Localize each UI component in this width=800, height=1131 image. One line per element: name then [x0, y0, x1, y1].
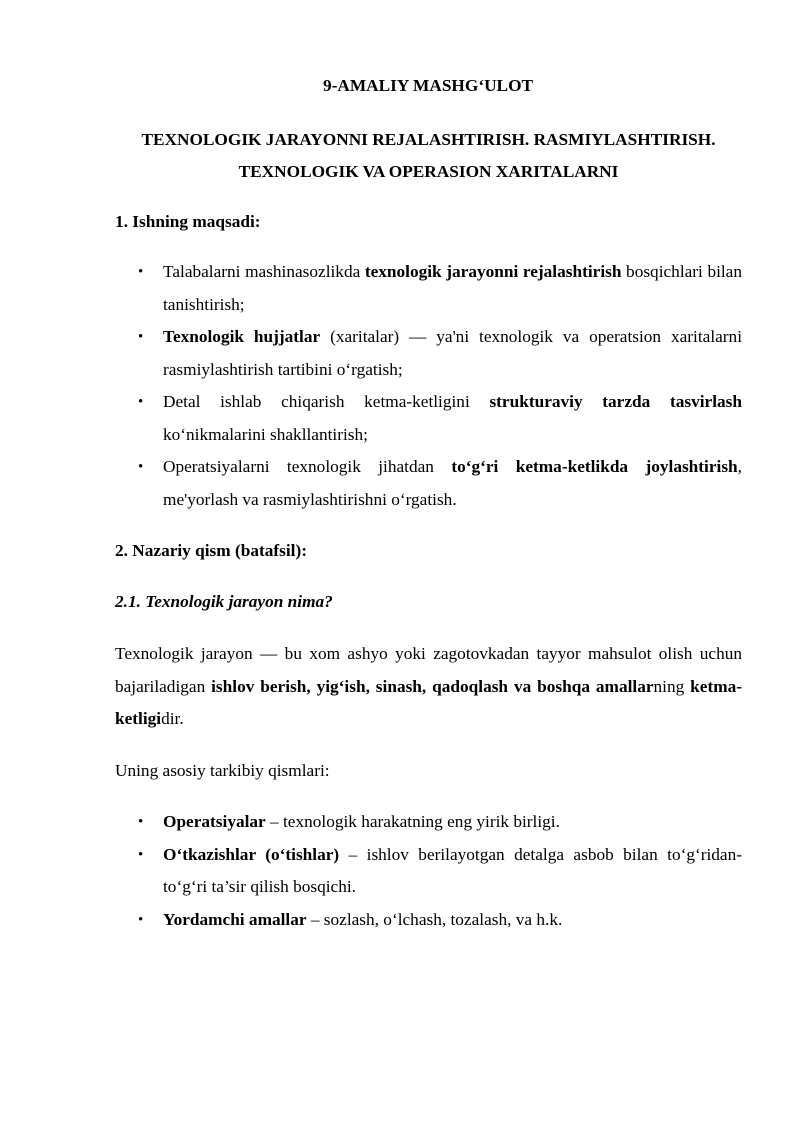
list-item: • Operatsiyalar – texnologik harakatning eng yirik birligi.	[163, 806, 742, 839]
list-item: • Talabalarni mashinasozlikda texnologik jarayonni rejalashtirish bosqichlari bilan tanishtirish;	[163, 256, 742, 321]
section-2-heading: 2. Nazariy qism (batafsil):	[115, 541, 307, 560]
goals-list	[163, 256, 742, 516]
list-item: • Detal ishlab chiqarish ketma-ketligini strukturaviy tarzda tasvirlash ko‘nikmalarini shakllantirish;	[163, 386, 742, 451]
list-item: • O‘tkazishlar (o‘tishlar) – ishlov berilayotgan detalga asbob bilan to‘g‘ridan-to‘g‘ri ta’sir qilish bosqichi.	[163, 839, 742, 904]
subtitle-line-2: TEXNOLOGIK VA OPERASION XARITALARNI	[238, 162, 619, 181]
page-title: 9-AMALIY MASHG‘ULOT	[322, 76, 534, 95]
definition-paragraph: Texnologik jarayon — bu xom ashyo yoki zagotovkadan tayyor mahsulot olish uchun bajariladigan ishlov berish, yig‘ish, sinash, qadoqlash va boshqa amallarning ketma-ketligidir.	[115, 644, 742, 728]
subtitle-line-1: TEXNOLOGIK JARAYONNI REJALASHTIRISH. RASMIYLASHTIRISH.	[141, 130, 716, 149]
components-intro: Uning asosiy tarkibiy qismlari:	[115, 761, 330, 780]
components-list	[163, 806, 742, 936]
list-item: • Yordamchi amallar – sozlash, o‘lchash, tozalash, va h.k.	[163, 904, 742, 937]
section-1-heading: 1. Ishning maqsadi:	[115, 212, 261, 231]
section-2-1-heading: 2.1. Texnologik jarayon nima?	[115, 592, 333, 611]
list-item: • Texnologik hujjatlar (xaritalar) — ya'ni texnologik va operatsion xaritalarni rasmiylashtirish tartibini o‘rgatish;	[163, 321, 742, 386]
list-item: • Operatsiyalarni texnologik jihatdan to‘g‘ri ketma-ketlikda joylashtirish, me'yorlash va rasmiylashtirishni o‘rgatish.	[163, 451, 742, 516]
document-subtitle	[115, 124, 742, 188]
